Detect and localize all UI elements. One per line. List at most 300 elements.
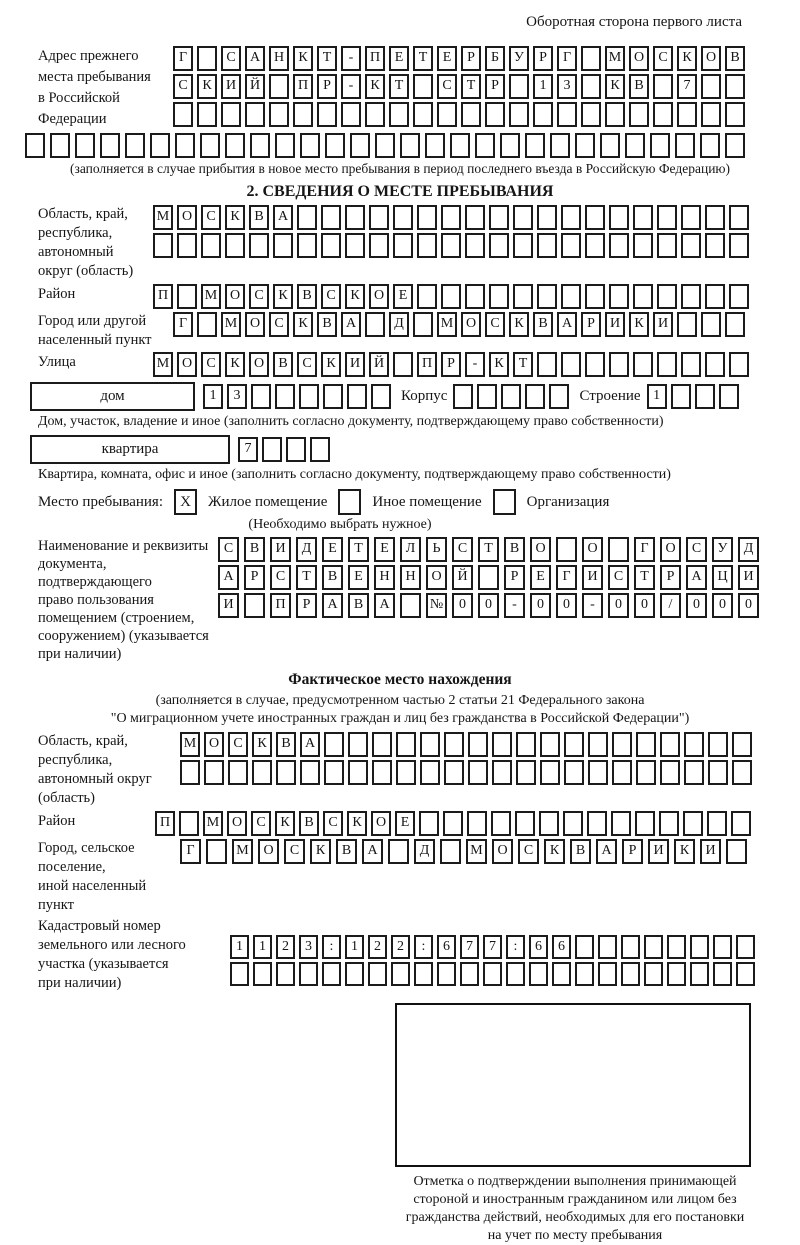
char-cell <box>345 962 364 986</box>
char-cell: К <box>321 352 341 377</box>
char-cell: Р <box>504 565 525 590</box>
apartment-box-label: квартира <box>30 435 230 464</box>
char-cell <box>460 962 479 986</box>
char-cell <box>677 102 697 127</box>
char-cell: - <box>341 46 361 71</box>
char-cell: С <box>452 537 473 562</box>
char-cell: О <box>461 312 481 337</box>
stay-type-field <box>38 488 800 516</box>
char-cell <box>391 962 410 986</box>
label-line: земельного или лесного <box>38 937 186 953</box>
char-cell: С <box>321 284 341 309</box>
char-cell <box>636 732 656 757</box>
char-cell <box>675 133 695 158</box>
char-cell <box>251 384 271 409</box>
label-line: (область) <box>38 790 95 806</box>
char-cell <box>450 133 470 158</box>
label-line: Город, сельское поселение, <box>38 840 135 875</box>
char-cell: С <box>228 732 248 757</box>
char-cell <box>75 133 95 158</box>
char-cell <box>419 811 439 836</box>
char-cell <box>575 962 594 986</box>
char-cell <box>549 384 569 409</box>
char-cell: О <box>701 46 721 71</box>
char-cell <box>100 133 120 158</box>
label-line: Область, край, <box>38 733 128 749</box>
char-cell: Г <box>634 537 655 562</box>
char-cell: О <box>204 732 224 757</box>
char-cell: С <box>173 74 193 99</box>
char-cell <box>552 962 571 986</box>
char-cell <box>489 284 509 309</box>
char-cell: 6 <box>529 935 548 959</box>
char-cell <box>513 284 533 309</box>
char-cell <box>612 732 632 757</box>
char-cell <box>537 233 557 258</box>
char-cell <box>633 233 653 258</box>
char-cell: 7 <box>238 437 258 462</box>
char-cell: 0 <box>530 593 551 618</box>
char-cell: И <box>221 74 241 99</box>
char-cell <box>598 935 617 959</box>
char-cell <box>705 233 725 258</box>
apartment-field <box>30 435 800 464</box>
char-cell <box>453 384 473 409</box>
label-line: документа, подтверждающего <box>38 556 152 590</box>
label-line: Область, край, <box>38 206 128 222</box>
char-cell <box>230 962 249 986</box>
char-cell: Е <box>437 46 457 71</box>
char-cell <box>297 205 317 230</box>
char-cell <box>371 384 391 409</box>
char-cell <box>671 384 691 409</box>
char-cell <box>657 205 677 230</box>
char-cell <box>465 233 485 258</box>
char-cell <box>707 811 727 836</box>
char-cell: Ь <box>426 537 447 562</box>
char-cell: В <box>299 811 319 836</box>
char-cell: В <box>348 593 369 618</box>
char-cell <box>465 284 485 309</box>
region-field <box>38 205 800 281</box>
char-cell <box>441 233 461 258</box>
region-grid <box>153 205 753 258</box>
char-cell <box>297 233 317 258</box>
char-cell <box>581 102 601 127</box>
char-cell <box>611 811 631 836</box>
fact-district-row <box>155 811 755 836</box>
char-cell <box>701 102 721 127</box>
char-cell: Т <box>348 537 369 562</box>
char-cell <box>609 233 629 258</box>
char-cell: А <box>362 839 383 864</box>
char-cell <box>321 233 341 258</box>
char-cell <box>729 352 749 377</box>
char-cell <box>657 233 677 258</box>
char-cell <box>684 760 704 785</box>
label-line: Город или другой <box>38 313 147 329</box>
char-cell: К <box>489 352 509 377</box>
char-cell <box>561 233 581 258</box>
char-cell <box>221 102 241 127</box>
char-cell <box>492 732 512 757</box>
char-cell <box>275 133 295 158</box>
char-cell: П <box>270 593 291 618</box>
char-cell: М <box>180 732 200 757</box>
char-cell: В <box>570 839 591 864</box>
char-cell <box>348 760 368 785</box>
char-cell <box>300 133 320 158</box>
char-cell: Й <box>245 74 265 99</box>
char-cell: Н <box>374 565 395 590</box>
char-cell <box>564 760 584 785</box>
char-cell: В <box>276 732 296 757</box>
char-cell <box>587 811 607 836</box>
fact-district-label: Район <box>38 813 76 829</box>
char-cell <box>621 962 640 986</box>
char-cell <box>612 760 632 785</box>
char-cell <box>350 133 370 158</box>
char-cell: М <box>221 312 241 337</box>
char-cell: Е <box>530 565 551 590</box>
label-line: иной населенный пункт <box>38 878 147 913</box>
char-cell <box>667 962 686 986</box>
char-cell <box>667 935 686 959</box>
char-cell: Г <box>556 565 577 590</box>
label-line: Адрес прежнего <box>38 48 139 64</box>
char-cell <box>317 102 337 127</box>
char-cell <box>657 284 677 309</box>
document-row-2 <box>218 565 764 590</box>
char-cell <box>660 760 680 785</box>
char-cell: Р <box>622 839 643 864</box>
char-cell <box>369 205 389 230</box>
char-cell: Д <box>296 537 317 562</box>
street-field <box>38 352 800 377</box>
char-cell: А <box>300 732 320 757</box>
char-cell <box>644 935 663 959</box>
char-cell <box>175 133 195 158</box>
char-cell <box>726 839 747 864</box>
char-cell <box>441 205 461 230</box>
char-cell: 0 <box>738 593 759 618</box>
char-cell <box>252 760 272 785</box>
char-cell <box>561 205 581 230</box>
char-cell: Е <box>389 46 409 71</box>
char-cell <box>245 102 265 127</box>
char-cell <box>588 760 608 785</box>
label-line: Федерации <box>38 111 107 127</box>
char-cell: 0 <box>478 593 499 618</box>
char-cell <box>396 732 416 757</box>
char-cell <box>659 811 679 836</box>
char-cell: И <box>345 352 365 377</box>
char-cell: В <box>297 284 317 309</box>
char-cell <box>713 935 732 959</box>
char-cell: 1 <box>230 935 249 959</box>
char-cell: В <box>725 46 745 71</box>
label-line: стороной и иностранным гражданином или лицом без <box>413 1192 737 1207</box>
char-cell <box>701 74 721 99</box>
char-cell <box>273 233 293 258</box>
char-cell: О <box>492 839 513 864</box>
char-cell: Т <box>634 565 655 590</box>
house-field <box>30 382 800 411</box>
char-cell: И <box>648 839 669 864</box>
char-cell: К <box>674 839 695 864</box>
char-cell <box>657 352 677 377</box>
district-label: Район <box>38 286 76 302</box>
char-cell: Р <box>581 312 601 337</box>
char-cell <box>725 133 745 158</box>
char-cell: Р <box>461 46 481 71</box>
char-cell <box>204 760 224 785</box>
char-cell: 3 <box>557 74 577 99</box>
char-cell <box>477 384 497 409</box>
prev-address-row-4 <box>25 133 800 158</box>
char-cell <box>650 133 670 158</box>
cadastral-field <box>38 917 800 993</box>
fact-city-field <box>38 839 800 915</box>
house-number-row <box>203 384 395 409</box>
char-cell: Р <box>485 74 505 99</box>
district-field <box>38 284 800 309</box>
stroenie-row <box>647 384 743 409</box>
char-cell: А <box>245 46 265 71</box>
city-label <box>38 312 173 350</box>
prev-address-note: (заполняется в случае прибытия в новое место пребывания в период последнего въезда в Российскую Федерацию) <box>69 161 731 176</box>
char-cell <box>201 233 221 258</box>
char-cell <box>275 384 295 409</box>
char-cell: Б <box>485 46 505 71</box>
char-cell <box>725 312 745 337</box>
char-cell <box>365 102 385 127</box>
char-cell <box>525 384 545 409</box>
char-cell <box>563 811 583 836</box>
char-cell: О <box>177 352 197 377</box>
char-cell: М <box>153 205 173 230</box>
char-cell <box>609 352 629 377</box>
char-cell: В <box>244 537 265 562</box>
char-cell <box>299 962 318 986</box>
char-cell: Р <box>441 352 461 377</box>
char-cell <box>719 384 739 409</box>
char-cell <box>561 352 581 377</box>
label-line: Наименование и реквизиты <box>38 538 209 554</box>
fact-city-row <box>180 839 752 864</box>
char-cell: 0 <box>686 593 707 618</box>
char-cell <box>635 811 655 836</box>
char-cell: 1 <box>533 74 553 99</box>
char-cell: Ц <box>712 565 733 590</box>
char-cell: М <box>153 352 173 377</box>
document-row-1 <box>218 537 764 562</box>
char-cell: С <box>269 312 289 337</box>
char-cell <box>633 352 653 377</box>
char-cell: О <box>582 537 603 562</box>
char-cell <box>581 46 601 71</box>
stay-type-residential-label: Жилое помещение <box>208 493 328 510</box>
char-cell <box>636 760 656 785</box>
char-cell: К <box>365 74 385 99</box>
char-cell <box>400 133 420 158</box>
char-cell: Е <box>393 284 413 309</box>
char-cell: О <box>227 811 247 836</box>
char-cell <box>633 284 653 309</box>
char-cell <box>365 312 385 337</box>
char-cell <box>414 962 433 986</box>
char-cell: - <box>341 74 361 99</box>
char-cell <box>533 102 553 127</box>
char-cell: К <box>347 811 367 836</box>
char-cell: С <box>608 565 629 590</box>
char-cell: Й <box>369 352 389 377</box>
char-cell: Н <box>269 46 289 71</box>
house-box-label: дом <box>30 382 195 411</box>
char-cell <box>681 284 701 309</box>
char-cell: К <box>293 312 313 337</box>
char-cell: О <box>530 537 551 562</box>
char-cell: 7 <box>460 935 479 959</box>
char-cell <box>736 935 755 959</box>
char-cell: № <box>426 593 447 618</box>
char-cell: 0 <box>452 593 473 618</box>
char-cell <box>609 205 629 230</box>
actual-location-title: Фактическое место нахождения <box>288 671 512 688</box>
char-cell: С <box>270 565 291 590</box>
char-cell <box>276 760 296 785</box>
char-cell <box>389 102 409 127</box>
char-cell <box>625 133 645 158</box>
char-cell: К <box>509 312 529 337</box>
char-cell: П <box>365 46 385 71</box>
char-cell: И <box>582 565 603 590</box>
label-line: гражданства действий, необходимых для его постановки <box>405 1210 745 1225</box>
cadastral-grid <box>230 935 759 986</box>
char-cell <box>608 537 629 562</box>
char-cell <box>681 352 701 377</box>
char-cell <box>393 233 413 258</box>
document-label <box>38 537 218 663</box>
section2-title: 2. СВЕДЕНИЯ О МЕСТЕ ПРЕБЫВАНИЯ <box>246 183 554 200</box>
char-cell: Й <box>452 565 473 590</box>
char-cell <box>732 760 752 785</box>
char-cell: П <box>155 811 175 836</box>
label-line: Отметка о подтверждении выполнения принимающей <box>413 1174 737 1189</box>
char-cell <box>575 133 595 158</box>
char-cell: 2 <box>276 935 295 959</box>
char-cell: Т <box>513 352 533 377</box>
char-cell <box>516 760 536 785</box>
char-cell <box>325 133 345 158</box>
char-cell <box>725 102 745 127</box>
char-cell: 6 <box>437 935 456 959</box>
char-cell <box>561 284 581 309</box>
char-cell <box>516 732 536 757</box>
char-cell <box>225 133 245 158</box>
char-cell: Е <box>374 537 395 562</box>
label-line: автономный <box>38 244 114 260</box>
char-cell <box>323 384 343 409</box>
char-cell: К <box>293 46 313 71</box>
char-cell: - <box>465 352 485 377</box>
char-cell <box>729 233 749 258</box>
label-line: право пользования <box>38 592 154 608</box>
char-cell: В <box>249 205 269 230</box>
char-cell <box>705 205 725 230</box>
char-cell <box>228 760 248 785</box>
char-cell: В <box>322 565 343 590</box>
char-cell: Р <box>533 46 553 71</box>
char-cell <box>588 732 608 757</box>
char-cell: С <box>297 352 317 377</box>
char-cell <box>348 732 368 757</box>
char-cell: Г <box>557 46 577 71</box>
char-cell <box>262 437 282 462</box>
cadastral-row-2 <box>230 962 759 986</box>
char-cell <box>483 962 502 986</box>
char-cell: С <box>518 839 539 864</box>
char-cell <box>681 205 701 230</box>
char-cell: 1 <box>203 384 223 409</box>
fact-region-label <box>38 732 180 808</box>
char-cell: А <box>557 312 577 337</box>
document-row-3 <box>218 593 764 618</box>
char-cell <box>690 962 709 986</box>
char-cell: С <box>201 205 221 230</box>
char-cell <box>250 133 270 158</box>
char-cell <box>729 284 749 309</box>
char-cell: У <box>712 537 733 562</box>
char-cell: Т <box>461 74 481 99</box>
char-cell <box>509 102 529 127</box>
char-cell: Е <box>395 811 415 836</box>
char-cell: М <box>437 312 457 337</box>
fact-city-label <box>38 839 180 915</box>
char-cell <box>731 811 751 836</box>
char-cell <box>180 760 200 785</box>
char-cell <box>440 839 461 864</box>
stay-type-residential-checkbox: X <box>174 489 197 515</box>
char-cell <box>321 205 341 230</box>
stay-type-note: (Необходимо выбрать нужное) <box>248 517 432 532</box>
char-cell <box>249 233 269 258</box>
char-cell <box>509 74 529 99</box>
char-cell <box>513 233 533 258</box>
char-cell: О <box>258 839 279 864</box>
char-cell: А <box>322 593 343 618</box>
char-cell <box>206 839 227 864</box>
char-cell <box>375 133 395 158</box>
char-cell <box>585 233 605 258</box>
char-cell: : <box>322 935 341 959</box>
char-cell: С <box>218 537 239 562</box>
page-side-note: Оборотная сторона первого листа <box>526 14 742 30</box>
char-cell <box>413 102 433 127</box>
char-cell <box>441 284 461 309</box>
char-cell <box>556 537 577 562</box>
char-cell <box>729 205 749 230</box>
char-cell: - <box>582 593 603 618</box>
city-row <box>173 312 749 337</box>
char-cell <box>299 384 319 409</box>
char-cell <box>417 205 437 230</box>
char-cell <box>564 732 584 757</box>
char-cell: У <box>509 46 529 71</box>
cadastral-row-1 <box>230 935 759 959</box>
apartment-note: Квартира, комната, офис и иное (заполнить согласно документу, подтверждающему право собственности) <box>38 467 671 482</box>
fact-region-grid <box>180 732 756 785</box>
